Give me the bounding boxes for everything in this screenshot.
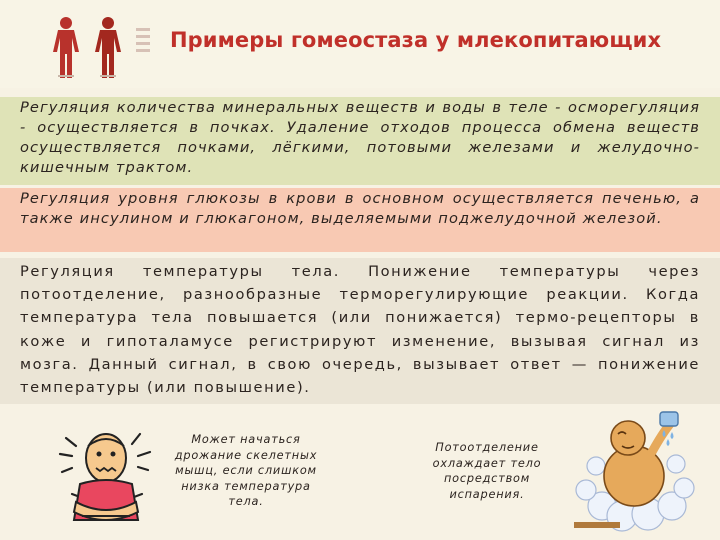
sweating-caption: Потоотделение охлаждает тело посредством испарения.: [432, 441, 542, 501]
thermal-body-figures-icon: [44, 14, 156, 80]
shivering-caption: Может начаться дрожание скелетных мышц, если слишком низка температура тела.: [174, 433, 318, 508]
slide-title: Примеры гомеостаза у млекопитающих: [170, 28, 662, 52]
glucose-regulation-block: Регуляция уровня глюкозы в крови в основном осуществляется печенью, а также инсулином и глюкагоном, выделяемыми поджелудочной железой.: [0, 188, 720, 252]
header: [0, 0, 720, 88]
shivering-man-icon: [52, 424, 162, 532]
osmoregulation-block: Регуляция количества минеральных веществ и воды в теле - осморегуляция - осуществляется в почках. Удаление отходов процесса обмена веществ осуществляется почками, лёгкими, потовыми железами и желудочно-кишечным трактом.: [0, 97, 720, 185]
temperature-regulation-block: Регуляция температуры тела. Понижение температуры через потоотделение, разнообразные терморегулирующие реакции. Когда температура тела повышается (или понижается) термо-рецепторы в коже и гипоталамусе регистрируют изменение, вызывая сигнал из мозга. Данный сигнал, в свою очередь, вызывает ответ — понижение температуры (или повышение).: [0, 258, 720, 404]
sweating-man-icon: [572, 406, 698, 534]
